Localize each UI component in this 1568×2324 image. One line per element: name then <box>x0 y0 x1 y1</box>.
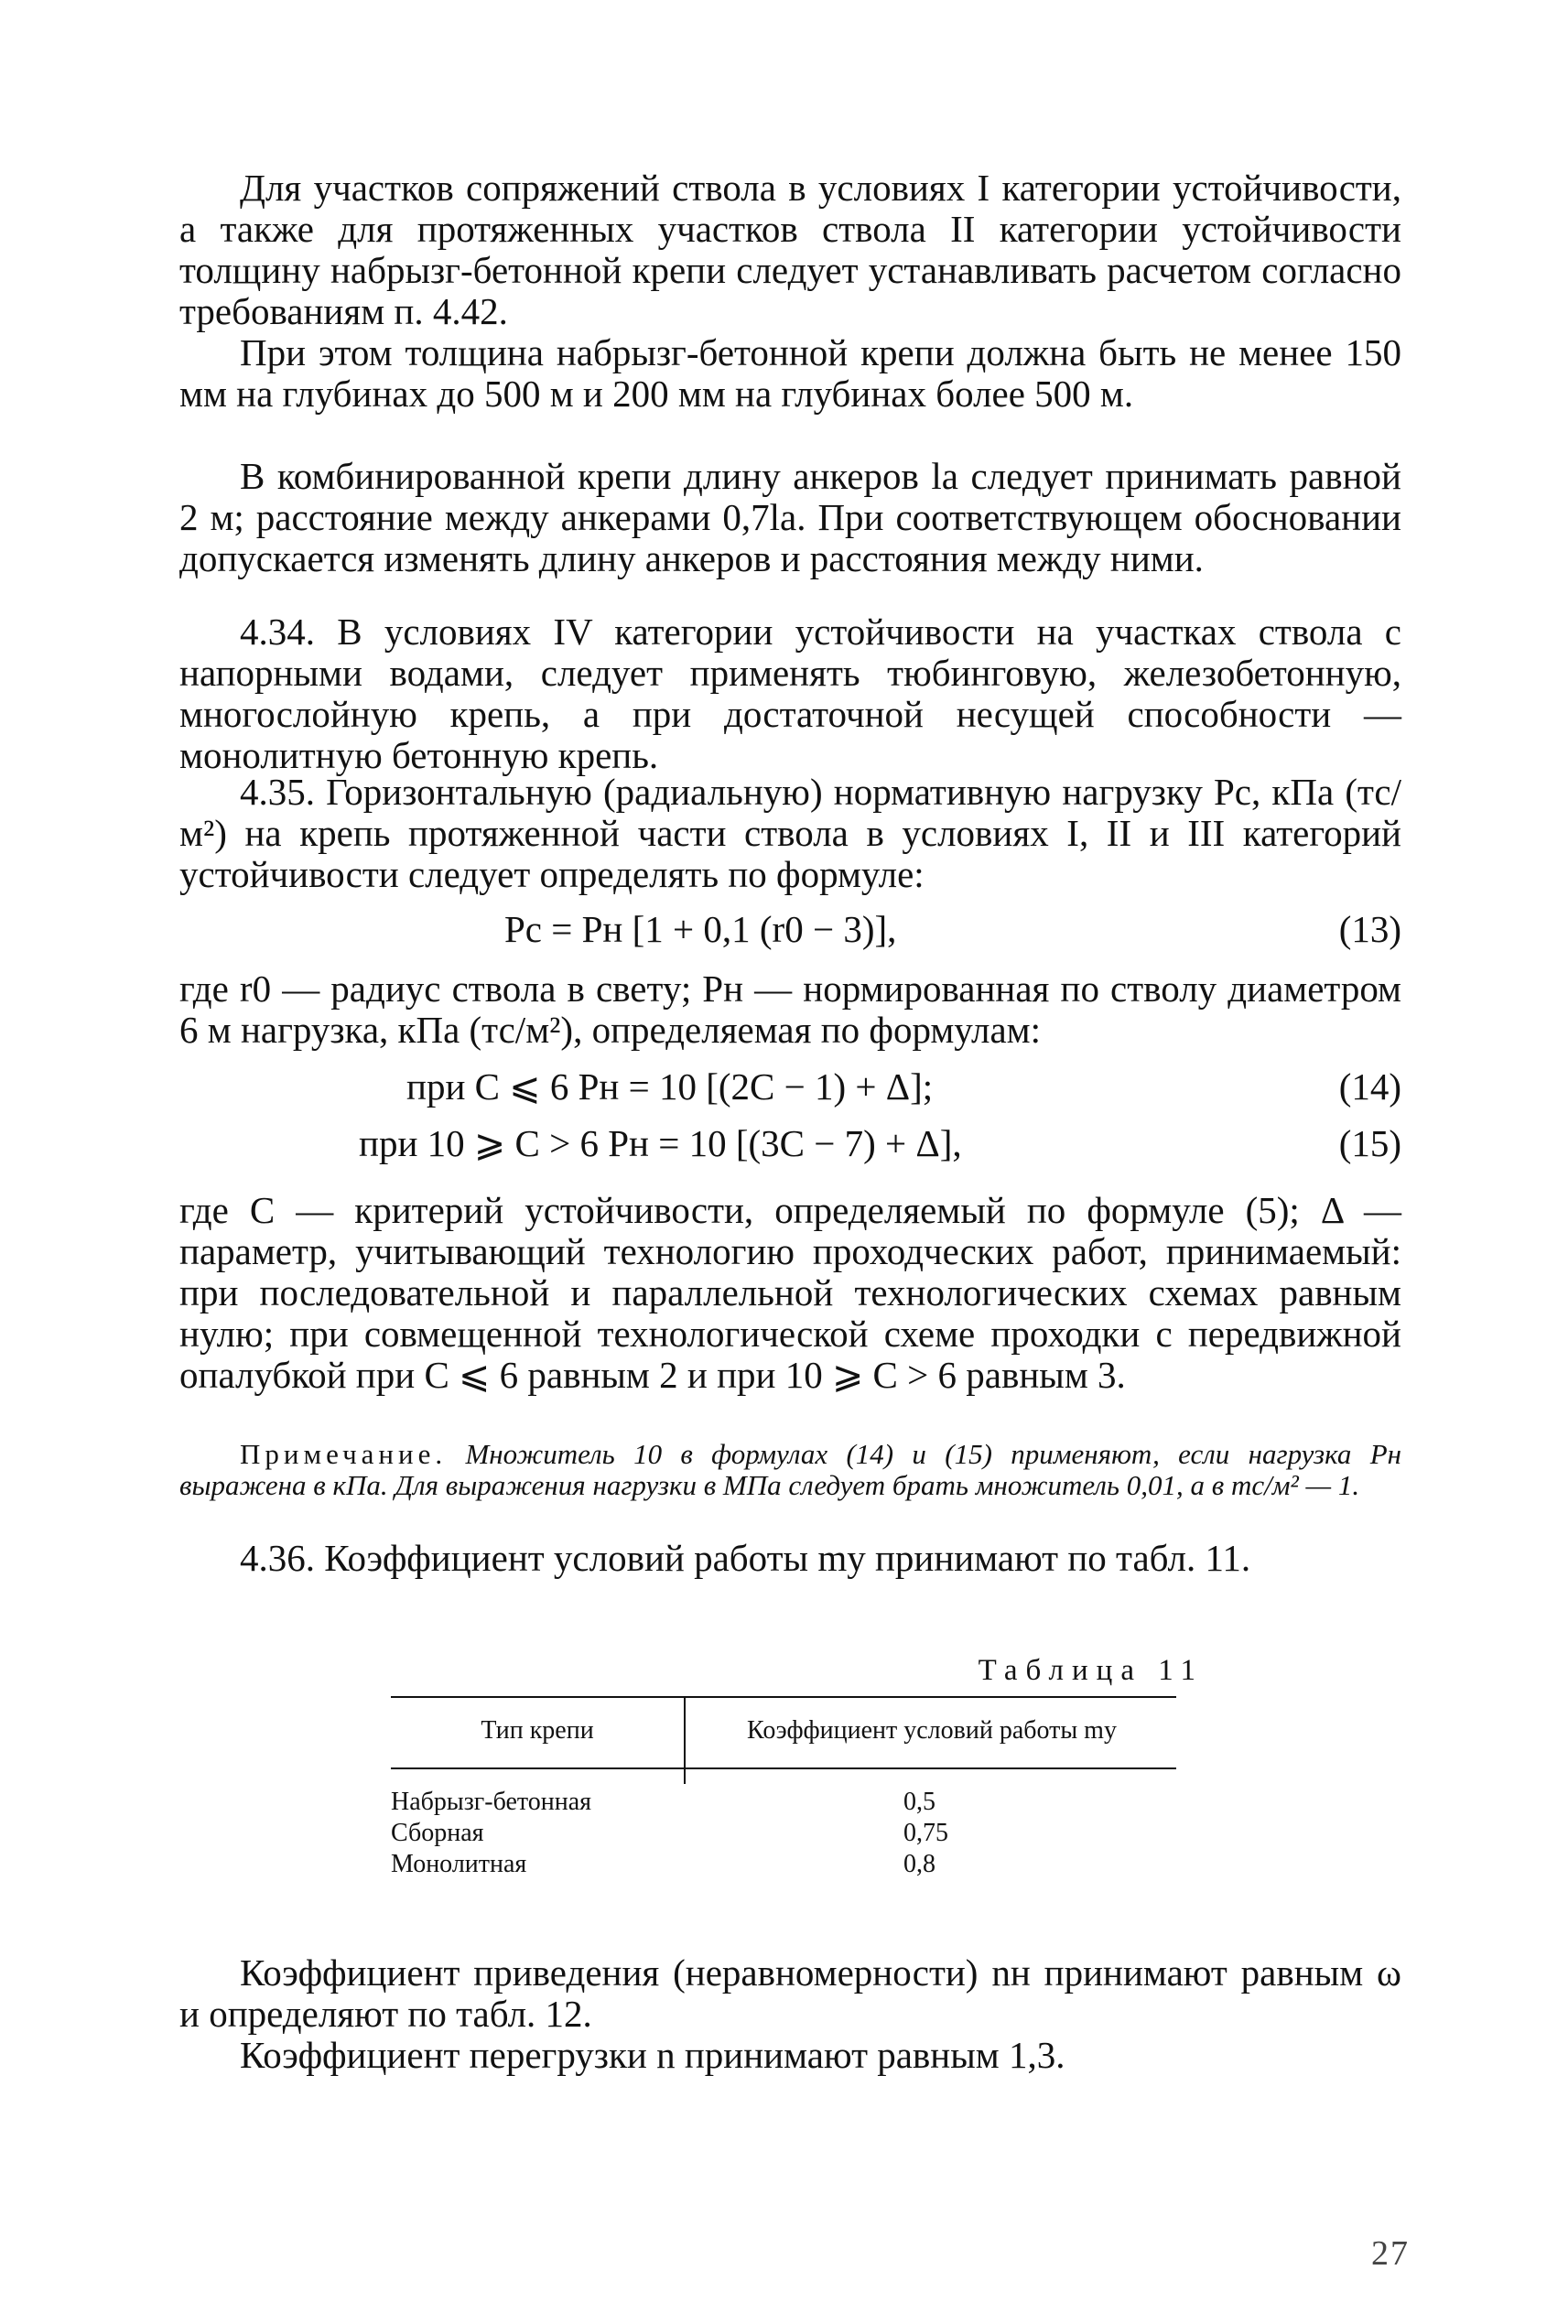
paragraph-overload-coefficient: Коэффициент перегрузки n принимают равным 1,3. <box>240 2034 1065 2076</box>
table-row <box>391 1850 1176 1881</box>
formula-14-number: (14) <box>1338 1065 1401 1108</box>
paragraph-where-c: где C — критерий устойчивости, определяемый по формуле (5); Δ — параметр, учитывающий технологию проходческих работ, принимаемый: при последовательной и параллельной технологических схемах равным нулю; при совмещенной технологической схеме проходки с передвижной опалубкой при C ⩽ 6 равным 2 и при 10 ⩾ C > 6 равным 3. <box>179 1189 1401 1396</box>
table-cell-value: 0,8 <box>903 1850 935 1878</box>
table-column-divider <box>684 1696 686 1784</box>
paragraph-block-5 <box>179 772 1401 895</box>
paragraph-block-4 <box>179 611 1401 776</box>
paragraph-block-6 <box>179 968 1401 1051</box>
paragraph-reduction-coefficient: Коэффициент приведения (неравномерности) nн принимают равным ω и определяют по табл. 12. <box>179 1951 1401 2035</box>
note-text: Множитель 10 в формулах (14) и (15) применяют, если нагрузка Pн выражена в кПа. Для выражения нагрузки в МПа следует брать множитель 0,01, а в тс/м² — 1. <box>179 1438 1402 1501</box>
table-cell-type: Набрызг-бетонная <box>391 1788 592 1816</box>
paragraph-block-10 <box>179 2035 1401 2076</box>
formula-14 <box>179 1064 1401 1109</box>
formula-13-expression: Pс = Pн [1 + 0,1 (r0 − 3)], <box>504 908 897 950</box>
paragraph-4-35: 4.35. Горизонтальную (радиальную) нормативную нагрузку Pс, кПа (тс/м²) на крепь протяженной части ствола в условиях I, II и III категорий устойчивости следует определять по формуле: <box>179 771 1401 895</box>
paragraph-1: Для участков сопряжений ствола в условиях I категории устойчивости, а также для протяженных участков ствола II категории устойчивости толщину набрызг-бетонной крепи следует устанавливать расчетом согласно требованиям п. 4.42. <box>179 167 1401 332</box>
note-block <box>179 1439 1401 1501</box>
table-header-rule <box>391 1767 1176 1769</box>
paragraph-block-7 <box>179 1190 1401 1396</box>
table-cell-type: Монолитная <box>391 1850 527 1878</box>
table-top-rule <box>391 1696 1176 1698</box>
paragraph-block-2 <box>179 332 1401 415</box>
paragraph-2: При этом толщина набрызг-бетонной крепи должна быть не менее 150 мм на глубинах до 500 м и 200 мм на глубинах более 500 м. <box>179 331 1401 415</box>
table-row <box>391 1788 1176 1819</box>
table-cell-type: Сборная <box>391 1819 484 1847</box>
table-caption: Таблица 11 <box>978 1654 1204 1687</box>
formula-13-number: (13) <box>1338 908 1401 950</box>
page-number: 27 <box>1371 2234 1410 2273</box>
formula-15-expression: при 10 ⩾ C > 6 Pн = 10 [(3C − 7) + Δ], <box>359 1122 962 1164</box>
table-header-type: Тип крепи <box>481 1716 594 1745</box>
note <box>179 1439 1401 1501</box>
paragraph-block-1 <box>179 168 1401 332</box>
paragraph-4-34: 4.34. В условиях IV категории устойчивости на участках ствола с напорными водами, следует применять тюбинговую, железобетонную, многослойную крепь, а при достаточной несущей способности — монолитную бетонную крепь. <box>179 611 1401 776</box>
note-label: Примечание. <box>240 1438 448 1470</box>
paragraph-block-9 <box>179 1952 1401 2035</box>
formula-13 <box>179 906 1401 952</box>
paragraph-block-8 <box>179 1538 1401 1579</box>
table-cell-value: 0,75 <box>903 1819 948 1847</box>
table-cell-value: 0,5 <box>903 1788 935 1816</box>
paragraph-4-36: 4.36. Коэффициент условий работы mу принимают по табл. 11. <box>240 1537 1251 1579</box>
formula-15-number: (15) <box>1338 1122 1401 1164</box>
paragraph-block-3 <box>179 456 1401 579</box>
paragraph-where-r0: где r0 — радиус ствола в свету; Pн — нормированная по стволу диаметром 6 м нагрузка, кПа (тс/м²), определяемая по формулам: <box>179 967 1401 1051</box>
formula-14-expression: при C ⩽ 6 Pн = 10 [(2C − 1) + Δ]; <box>406 1065 934 1108</box>
formula-15 <box>179 1120 1401 1166</box>
table-row <box>391 1819 1176 1850</box>
table-header-coefficient: Коэффициент условий работы mу <box>747 1716 1117 1745</box>
paragraph-3: В комбинированной крепи длину анкеров lа следует принимать равной 2 м; расстояние между анкерами 0,7lа. При соответствующем обосновании допускается изменять длину анкеров и расстояния между ними. <box>179 455 1401 579</box>
